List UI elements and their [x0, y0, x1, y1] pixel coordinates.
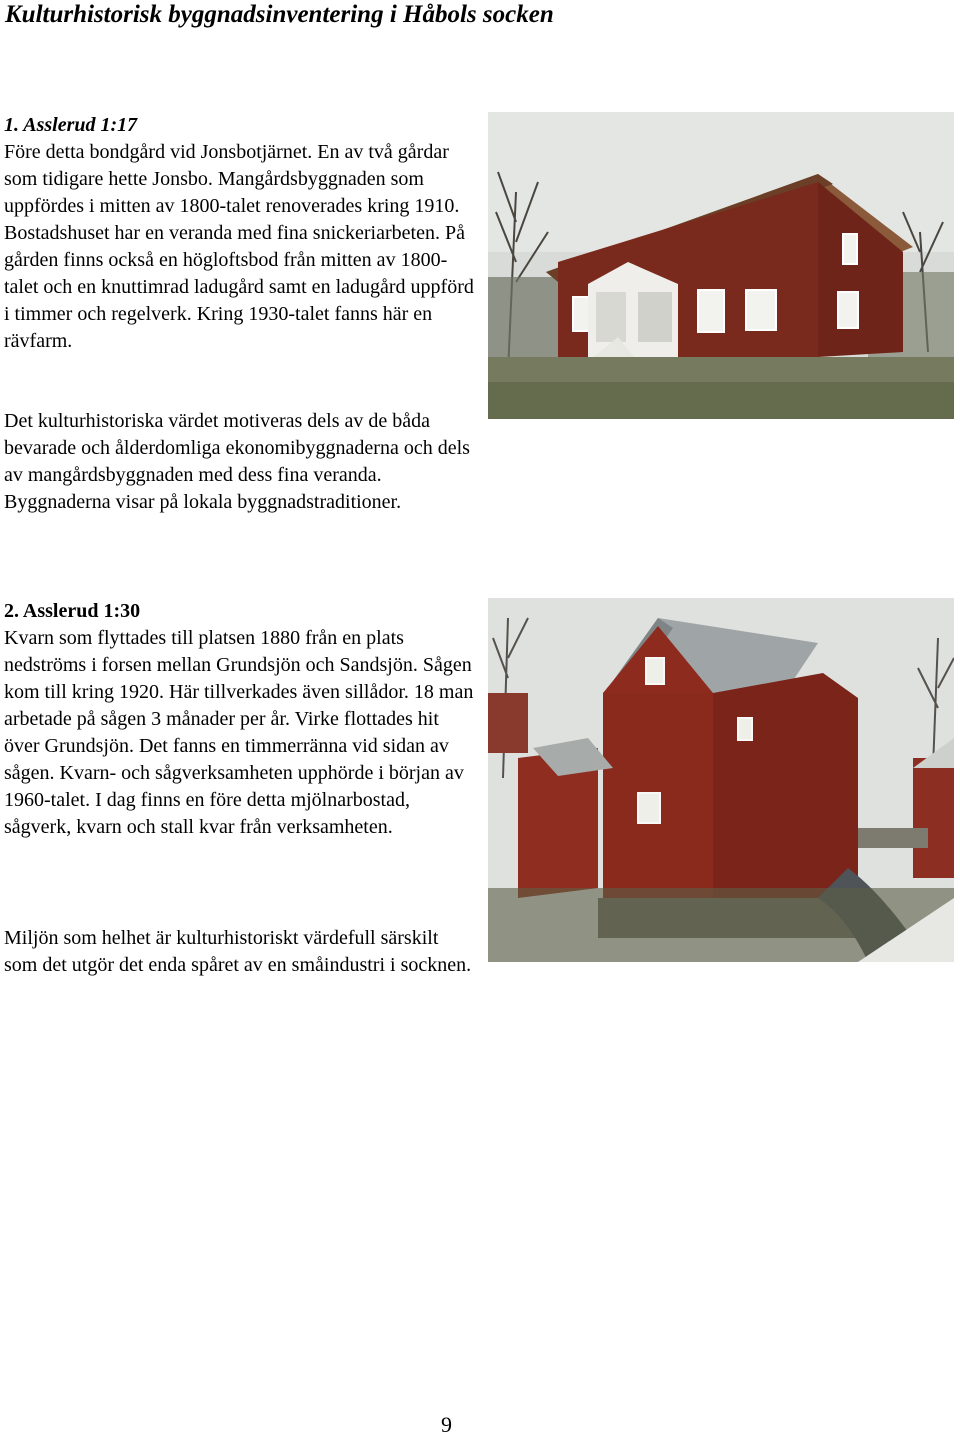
- entry-2-value: [4, 925, 474, 979]
- entry-paragraph: Före detta bondgård vid Jonsbotjärnet. En av två gårdar som tidigare hette Jonsbo. Mangårdsbyggnaden som uppfördes i mitten av 1800-talet renoverades kring 1910. Bostadshuset har en veranda med fina snickeriarbeten. På gården finns också en högloftsbod från mitten av 1800-talet och en knuttimrad ladugård samt en ladugård uppförd i timmer och regelverk. Kring 1930-talet fanns här en rävfarm.: [4, 141, 474, 352]
- entry-paragraph: Det kulturhistoriska värdet motiveras dels av de båda bevarade och ålderdomliga ekonomibyggnaderna och dels av mangårdsbyggnaden med dess fina veranda. Byggnaderna visar på lokala byggnadstraditioner.: [4, 410, 470, 513]
- entry-heading: 1. Asslerud 1:17: [4, 114, 138, 136]
- entry-paragraph: Miljön som helhet är kulturhistoriskt värdefull särskilt som det utgör det enda spåret av en småindustri i socknen.: [4, 927, 472, 976]
- entry-heading: 2. Asslerud 1:30: [4, 600, 141, 622]
- entry-2: [4, 598, 474, 841]
- page-title: Kulturhistorisk byggnadsinventering i Håbols socken: [5, 1, 554, 28]
- entry-paragraph: Kvarn som flyttades till platsen 1880 från en plats nedströms i forsen mellan Grundsjön och Sandsjön. Sågen kom till kring 1920. Här tillverkades även sillådor. 18 man arbetade på sågen 3 månader per år. Virke flottades hit över Grundsjön. Det fanns en timmerränna vid sidan av sågen. Kvarn- och sågverksamheten upphörde i början av 1960-talet. I dag finns en före detta mjölnarbostad, sågverk, kvarn och stall kvar från verksamheten.: [4, 627, 474, 838]
- mill-photo: [488, 598, 954, 962]
- entry-1-value: [4, 408, 474, 516]
- page-number: 9: [441, 1412, 452, 1437]
- entry-1: [4, 112, 474, 355]
- farmhouse-photo: [488, 112, 954, 419]
